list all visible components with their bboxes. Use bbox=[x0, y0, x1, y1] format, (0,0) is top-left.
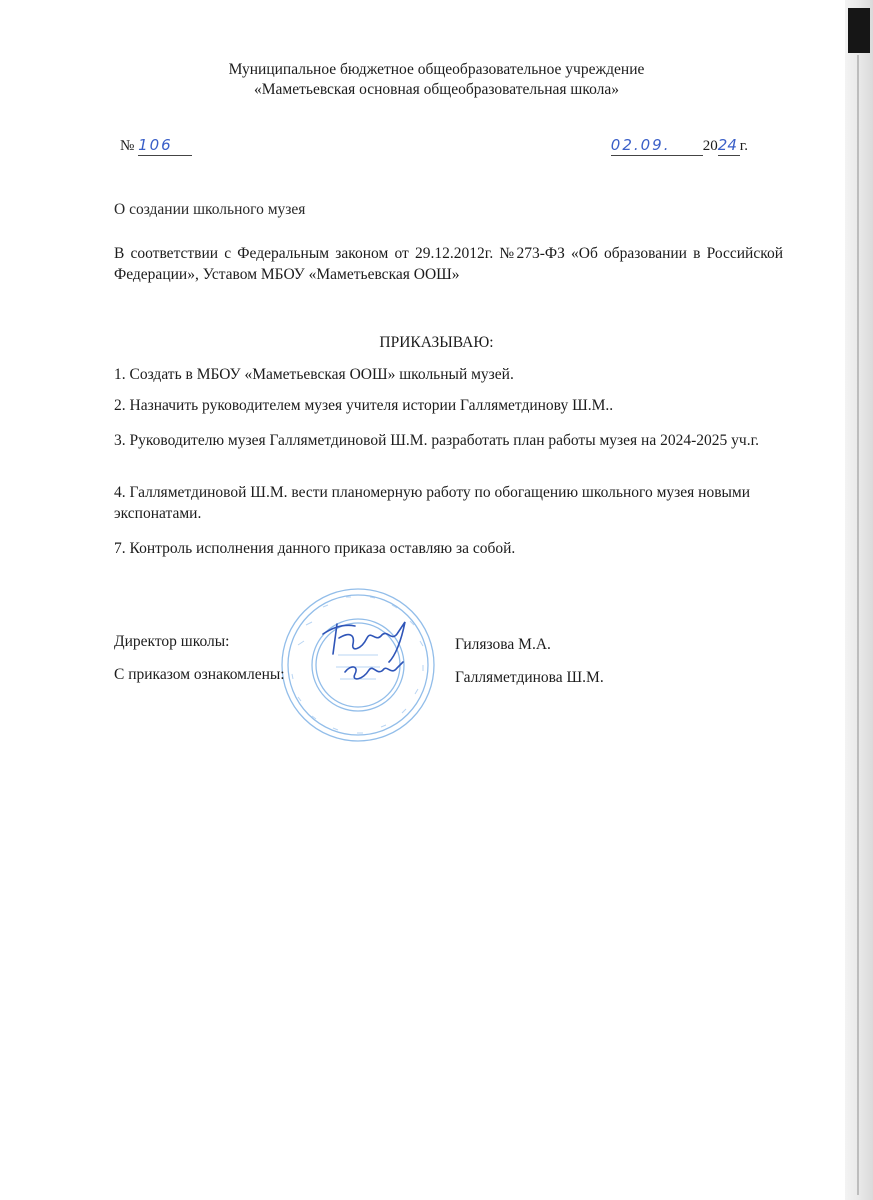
director-name: Гилязова М.А. bbox=[455, 636, 551, 653]
scan-edge bbox=[845, 0, 873, 1200]
date-year-suffix: 24 bbox=[717, 136, 737, 154]
acquainted-name: Галляметдинова Ш.М. bbox=[455, 669, 604, 686]
document-title: О создании школьного музея bbox=[114, 201, 306, 218]
order-item-1: 1. Создать в МБОУ «Маметьевская ООШ» школьный музей. bbox=[114, 366, 514, 383]
order-item-4: 4. Галляметдиновой Ш.М. вести планомерную работу по обогащению школьного музея новыми экспонатами. bbox=[114, 484, 751, 522]
order-date bbox=[611, 136, 748, 156]
signature-marks-image bbox=[315, 612, 425, 692]
number-underline bbox=[138, 136, 192, 156]
order-number bbox=[120, 136, 192, 156]
acquainted-label: С приказом ознакомлены: bbox=[114, 666, 285, 683]
number-sign: № bbox=[120, 138, 135, 154]
date-day-month: 02.09. bbox=[610, 136, 671, 154]
date-suffix: г. bbox=[739, 138, 748, 154]
date-day-month-underline bbox=[611, 136, 703, 156]
scan-edge-line bbox=[857, 55, 859, 1195]
header-org-line-2: «Маметьевская основная общеобразовательная школа» bbox=[254, 81, 619, 98]
scan-edge-dark-mark bbox=[848, 8, 870, 53]
order-item-2: 2. Назначить руководителем музея учителя истории Галляметдинову Ш.М.. bbox=[114, 397, 614, 414]
director-label: Директор школы: bbox=[114, 633, 230, 650]
director-signature-stroke bbox=[323, 622, 405, 662]
order-item-7: 7. Контроль исполнения данного приказа оставляю за собой. bbox=[114, 540, 516, 557]
order-item-3: 3. Руководителю музея Галляметдиновой Ш.М. разработать план работы музея на 2024-2025 уч.г. bbox=[114, 432, 760, 449]
acquaintance-signature-stroke bbox=[345, 662, 403, 679]
order-word: ПРИКАЗЫВАЮ: bbox=[379, 334, 494, 351]
date-year-prefix: 20 bbox=[702, 138, 718, 154]
date-year-underline bbox=[718, 136, 740, 156]
header-org-line-1: Муниципальное бюджетное общеобразовательное учреждение bbox=[228, 61, 645, 78]
order-number-value: 106 bbox=[138, 136, 173, 154]
basis-paragraph: В соответствии с Федеральным законом от 29.12.2012г. №273-ФЗ «Об образовании в Российской Федерации», Уставом МБОУ «Маметьевская ООШ» bbox=[114, 245, 783, 283]
